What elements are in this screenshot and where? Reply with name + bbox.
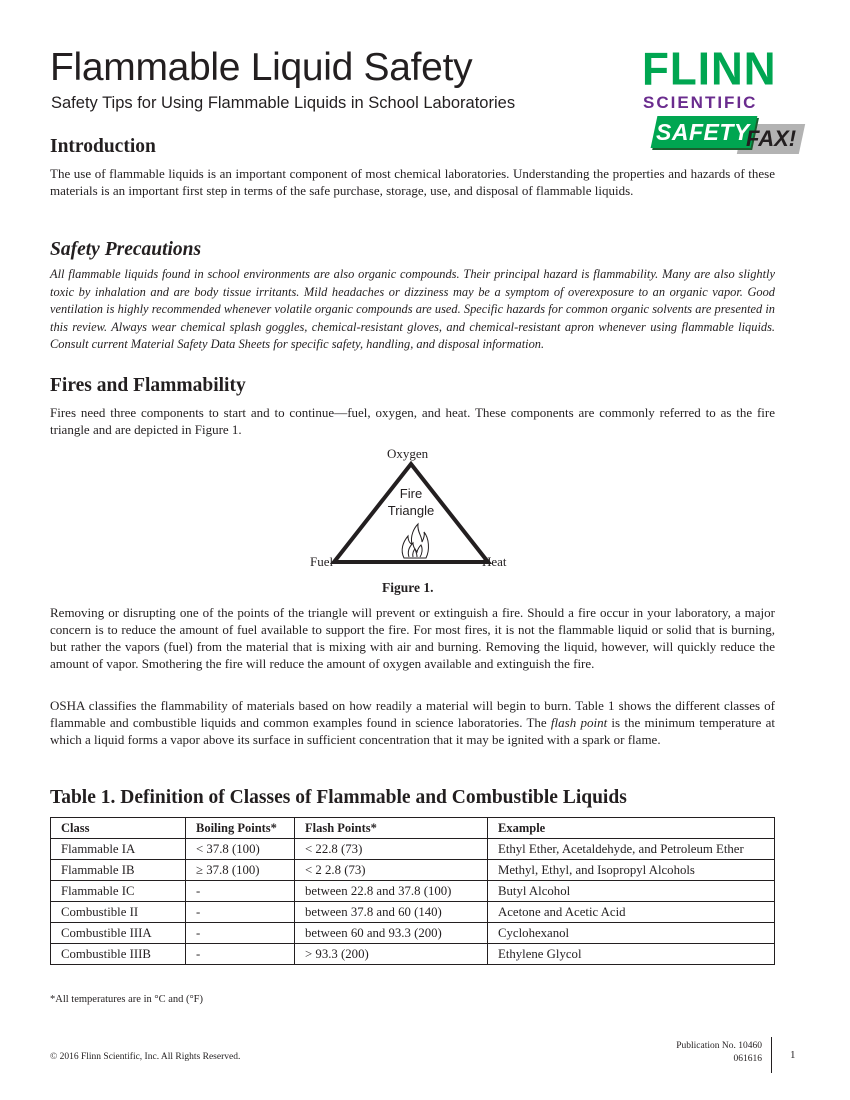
cell-boiling: ≥ 37.8 (100) [186, 860, 295, 881]
table-row [51, 944, 775, 965]
header-flash-points: Flash Points* [295, 818, 488, 839]
cell-flash: between 37.8 and 60 (140) [295, 902, 488, 923]
table-row [51, 881, 775, 902]
page-title: Flammable Liquid Safety [50, 46, 473, 89]
cell-boiling: - [186, 944, 295, 965]
cell-class: Combustible IIIB [51, 944, 186, 965]
cell-flash: < 2 2.8 (73) [295, 860, 488, 881]
logo-safety: SAFETY [656, 119, 750, 145]
publication-code: 061616 [733, 1054, 762, 1064]
table-title: Table 1. Definition of Classes of Flammable and Combustible Liquids [50, 787, 627, 808]
cell-class: Flammable IB [51, 860, 186, 881]
cell-example: Cyclohexanol [488, 923, 775, 944]
flame-icon [402, 524, 428, 558]
fire-triangle-figure [300, 442, 530, 582]
table-row [51, 902, 775, 923]
cell-flash: < 22.8 (73) [295, 839, 488, 860]
cell-class: Flammable IA [51, 839, 186, 860]
cell-class: Combustible II [51, 902, 186, 923]
cell-flash: between 60 and 93.3 (200) [295, 923, 488, 944]
cell-flash: > 93.3 (200) [295, 944, 488, 965]
cell-example: Ethylene Glycol [488, 944, 775, 965]
introduction-text: The use of flammable liquids is an important component of most chemical laboratories. Understanding the properties and hazards of these materials is an important first step in terms of the safe purchase, storage, use, and disposal of flammable liquids. [50, 166, 775, 198]
copyright-notice: © 2016 Flinn Scientific, Inc. All Rights Reserved. [50, 1052, 241, 1062]
figure-label-oxygen: Oxygen [387, 446, 429, 461]
table-row [51, 923, 775, 944]
liquid-classes-table [50, 817, 775, 965]
figure-caption: Figure 1. [382, 580, 434, 595]
fires-text-1: Fires need three components to start and to continue—fuel, oxygen, and heat. These components are commonly referred to as the fire triangle and are depicted in Figure 1. [50, 405, 775, 437]
table-header-row [51, 818, 775, 839]
page-subtitle: Safety Tips for Using Flammable Liquids in School Laboratories [51, 94, 516, 112]
fires-text-3: OSHA classifies the flammability of materials based on how readily a material will begin to burn. Table 1 shows the different classes of flammable and combustible liquids and common examples found in science laboratories. The flash point is the minimum temperature at which a liquid forms a vapor above its surface in sufficient concentration that it may be ignited with a spark or flame. [50, 698, 775, 747]
figure-center-line1: Fire [399, 486, 423, 501]
safety-precautions-text: All flammable liquids found in school environments are also organic compounds. Their principal hazard is flammability. Many are also slightly toxic by inhalation and are body tissue irritants. Mild headaches or dizziness may be a symptom of overexposure to an organic vapor. Good ventilation is highly recommended whenever volatile organic compounds are used. Specific hazards for common organic solvents are presented in this review. Always wear chemical splash goggles, chemical-resistant gloves, and chemical-resistant apron whenever using flammable liquids. Consult current Material Safety Data Sheets for specific safety, handling, and disposal information. [50, 267, 775, 351]
logo-fax: FAX! [746, 126, 797, 151]
footer-divider [771, 1037, 772, 1073]
cell-boiling: - [186, 902, 295, 923]
fires-heading: Fires and Flammability [50, 375, 246, 396]
logo-scientific: SCIENTIFIC [643, 93, 758, 112]
safety-precautions-heading: Safety Precautions [50, 239, 202, 260]
cell-boiling: < 37.8 (100) [186, 839, 295, 860]
introduction-heading: Introduction [50, 136, 156, 157]
header-class: Class [51, 818, 186, 839]
table-row [51, 839, 775, 860]
cell-example: Ethyl Ether, Acetaldehyde, and Petroleum Ether [488, 839, 775, 860]
fires-text-2: Removing or disrupting one of the points of the triangle will prevent or extinguish a fire. Should a fire occur in your laboratory, a major concern is to reduce the amount of fuel available to support the fire. For most fires, it is not the flammable liquid or solid that is burning, but rather the vapors (fuel) from the material that is mixing with air and burning. Removing the liquid, however, will quickly reduce the amount of vapor. Smothering the fire will reduce the amount of oxygen available and extinguish the fire. [50, 605, 775, 671]
table-footnote: *All temperatures are in °C and (°F) [50, 994, 204, 1005]
flinn-logo [636, 43, 806, 156]
page-number: 1 [790, 1049, 796, 1061]
cell-boiling: - [186, 923, 295, 944]
figure-label-fuel: Fuel [310, 554, 334, 569]
publication-number: Publication No. 10460 [676, 1041, 762, 1051]
cell-example: Butyl Alcohol [488, 881, 775, 902]
cell-example: Acetone and Acetic Acid [488, 902, 775, 923]
header-example: Example [488, 818, 775, 839]
table-row [51, 860, 775, 881]
logo-flinn: FLINN [642, 43, 777, 96]
figure-label-heat: Heat [482, 554, 507, 569]
header-boiling-points: Boiling Points* [186, 818, 295, 839]
cell-boiling: - [186, 881, 295, 902]
figure-center-line2: Triangle [387, 503, 435, 518]
cell-example: Methyl, Ethyl, and Isopropyl Alcohols [488, 860, 775, 881]
cell-flash: between 22.8 and 37.8 (100) [295, 881, 488, 902]
publication-info [676, 1040, 762, 1066]
cell-class: Combustible IIIA [51, 923, 186, 944]
cell-class: Flammable IC [51, 881, 186, 902]
flash-point-term: flash point [550, 715, 608, 730]
